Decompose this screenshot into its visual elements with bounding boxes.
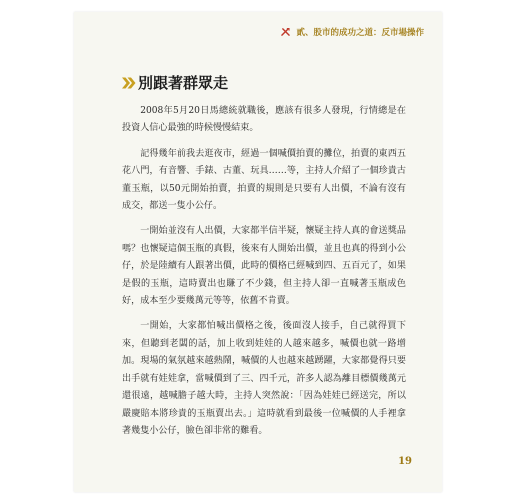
double-chevron-icon — [122, 76, 136, 90]
page-number: 19 — [398, 456, 412, 467]
section-title: 別跟著群眾走 — [138, 74, 229, 92]
paragraph: 一開始並沒有人出價，大家都半信半疑，懷疑主持人真的會送獎品嗎？也懷疑這個玉瓶的真假，後來有人開始出價，並且也真的得到小公仔，於是陸續有人跟著出價，此時的價格已經喊到四、五百元了，如果是假的玉瓶，這時賣出也賺了不少錢，但主持人卻一直喊著玉瓶成色好，成本至少要幾萬元等等，依舊不肯賣。 — [122, 226, 406, 307]
crossed-pick-icon — [281, 28, 290, 36]
chapter-title: 貳、股市的成功之道：反市場操作 — [296, 28, 424, 38]
article-body — [122, 103, 406, 448]
running-header — [281, 26, 424, 38]
section-heading — [122, 72, 228, 93]
paragraph: 2008年5月20日馬總統就職後，應該有很多人發現，行情總是在投資人信心最強的時候慢慢結束。 — [122, 106, 406, 134]
paragraph: 記得幾年前我去逛夜市，經過一個喊價拍賣的攤位，拍賣的東西五花八門，有音響、手錶、古董、玩具……等，主持人介紹了一個珍貴古董玉瓶，以50元開始拍賣，拍賣的規則是只要有人出價，不論有沒有成交，都送一隻小公仔。 — [122, 148, 406, 212]
paragraph: 一開始，大家都怕喊出價格之後，後面沒人接手，自己就得買下來，但聽到老闆的話，加上收到娃娃的人越來越多，喊價也就一路增加。現場的氣氛越來越熱鬧，喊價的人也越來越踴躍，大家都覺得只要出手就有娃娃拿，當喊價到了三、四千元，許多人認為離目標價幾萬元還很遠，越喊膽子越大時，主持人突然說：「因為娃娃已經送完，所以嚴慶賠本將珍貴的玉瓶賣出去。」這時就看到最後一位喊價的人手裡拿著幾隻小公仔，臉色卻非常的難看。 — [122, 321, 406, 436]
book-page — [74, 12, 442, 492]
